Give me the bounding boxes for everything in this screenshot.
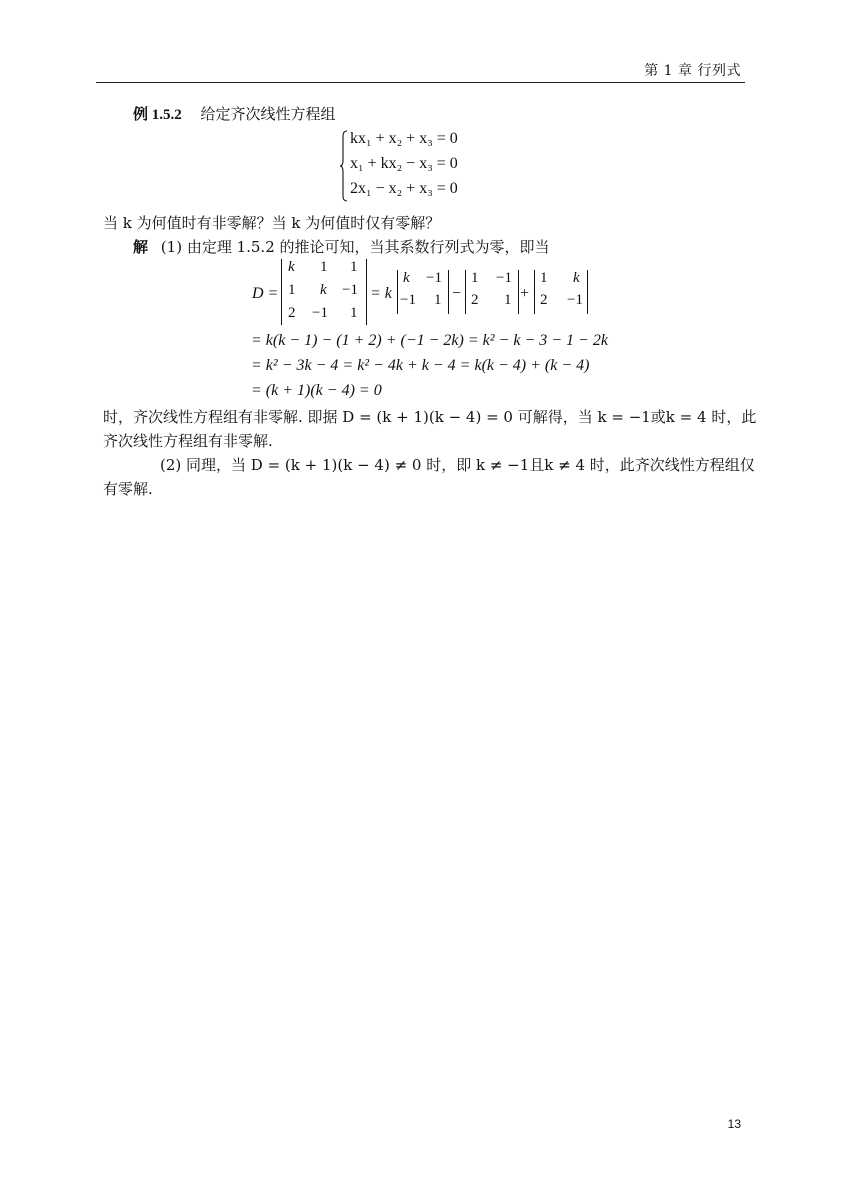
determinant-3x3 — [281, 259, 367, 325]
minor-cell: −1 — [567, 292, 583, 308]
det-cell: 1 — [320, 259, 328, 275]
minor-cell: 1 — [540, 270, 548, 286]
minor-cell: −1 — [426, 270, 442, 286]
minor-cell: 1 — [504, 292, 512, 308]
chapter-header: 第 1 章 行列式 — [644, 63, 741, 79]
minor-cell: 2 — [540, 292, 548, 308]
det-cell: −1 — [342, 282, 358, 298]
minor-cell: 2 — [471, 292, 479, 308]
equals-k: = k — [370, 285, 392, 302]
step-1: = k(k − 1) − (1 + 2) + (−1 − 2k) = k² − k − 3 − 1 − 2k — [251, 332, 608, 349]
step-3: = (k + 1)(k − 4) = 0 — [251, 382, 382, 399]
minor-3 — [534, 270, 588, 314]
minor-2 — [465, 270, 519, 314]
minor-cell: −1 — [496, 270, 512, 286]
minor-cell: k — [573, 270, 580, 286]
header-rule — [96, 82, 745, 83]
example-title: 给定齐次线性方程组 — [200, 105, 336, 123]
det-cell: 2 — [288, 305, 296, 321]
minor-cell: 1 — [434, 292, 442, 308]
minor-cell: k — [403, 270, 410, 286]
example-heading — [133, 103, 336, 124]
equation-2: x₁ + kx₂ − x₃ = 0 — [350, 155, 458, 172]
part1-conclusion-line2: 齐次线性方程组有非零解. — [103, 432, 273, 450]
solution-label: 解 — [133, 238, 149, 256]
step-2: = k² − 3k − 4 = k² − 4k + k − 4 = k(k − 4) + (k − 4) — [251, 357, 590, 374]
minor-cell: 1 — [471, 270, 479, 286]
solution-intro — [133, 236, 550, 257]
question-text: 当 k 为何值时有非零解？当 k 为何值时仅有零解？ — [103, 214, 441, 232]
det-cell: 1 — [288, 282, 296, 298]
equation-system — [340, 130, 490, 204]
part1-conclusion-line1: 时，齐次线性方程组有非零解. 即据 D = (k + 1)(k − 4) = 0 可解得，当 k = −1或k = 4 时，此 — [103, 408, 757, 426]
minor-1 — [397, 270, 449, 314]
det-cell: 1 — [350, 259, 358, 275]
left-brace — [340, 130, 348, 202]
det-cell: 1 — [350, 305, 358, 321]
page-number: 13 — [727, 1117, 741, 1131]
part2-line1: (2) 同理，当 D = (k + 1)(k − 4) ≠ 0 时，即 k ≠ −1且k ≠ 4 时，此齐次线性方程组仅 — [160, 456, 755, 474]
minus-sign: − — [452, 285, 462, 302]
part2-line2: 有零解. — [103, 480, 153, 498]
equation-1: kx₁ + x₂ + x₃ = 0 — [350, 130, 458, 147]
det-cell: k — [320, 282, 327, 298]
part1-intro: (1) 由定理 1.5.2 的推论可知，当其系数行列式为零，即当 — [160, 238, 550, 256]
equation-3: 2x₁ − x₂ + x₃ = 0 — [350, 180, 458, 197]
D-label: D = — [252, 285, 279, 302]
minor-cell: −1 — [400, 292, 416, 308]
example-label: 例 1.5.2 — [133, 107, 182, 123]
det-cell: k — [288, 259, 295, 275]
plus-sign: + — [520, 285, 530, 302]
det-cell: −1 — [312, 305, 328, 321]
